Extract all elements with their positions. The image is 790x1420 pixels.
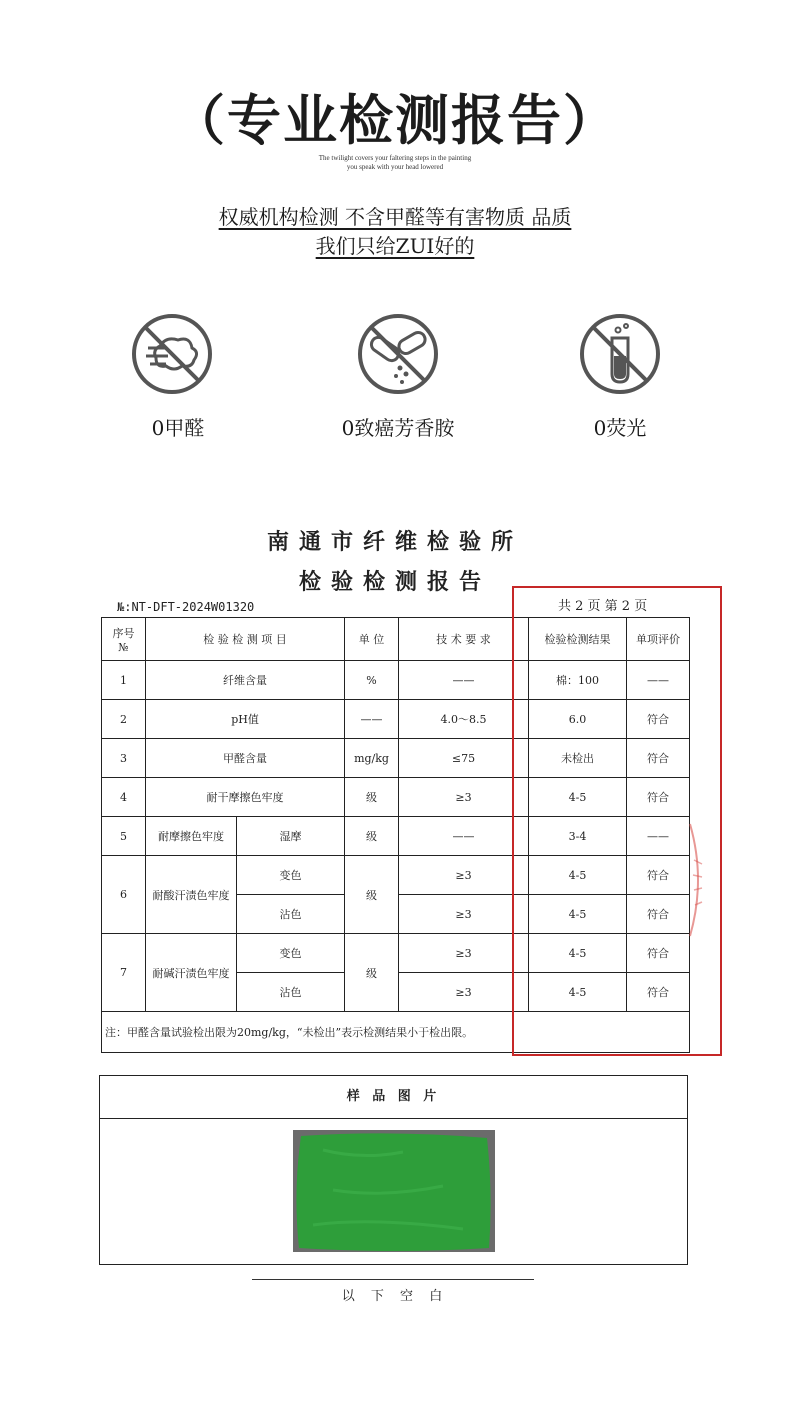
english-tagline-2: you speak with your head lowered	[346, 163, 444, 171]
row-evaluation: 符合	[627, 856, 690, 895]
feature-label-formaldehyde: 0甲醛	[151, 416, 205, 440]
row-requirement: ——	[399, 817, 529, 856]
row-unit: 级	[345, 817, 399, 856]
row-requirement: ≥3	[399, 895, 529, 934]
feature-label-amine: 0致癌芳香胺	[341, 416, 455, 440]
row-evaluation: 符合	[627, 739, 690, 778]
row-item: 耐干摩擦色牢度	[146, 778, 345, 817]
row-requirement: ≤75	[399, 739, 529, 778]
row-result: 4-5	[529, 856, 627, 895]
row-requirement: ——	[399, 661, 529, 700]
sample-fabric-image	[293, 1130, 495, 1252]
report-page-info: 共 2 页 第 2 页	[558, 599, 648, 614]
row-sub-item: 变色	[237, 934, 345, 973]
row-item: 耐碱汗渍色牢度	[146, 934, 237, 1012]
row-item: 耐酸汗渍色牢度	[146, 856, 237, 934]
subtitle-line-1: 权威机构检测 不含甲醛等有害物质 品质	[218, 205, 572, 229]
subtitle-line-2: 我们只给ZUI好的	[315, 234, 475, 258]
no-formaldehyde-icon	[130, 312, 214, 396]
row-unit: ——	[345, 700, 399, 739]
report-name: 检验检测报告	[298, 569, 491, 595]
row-no: 4	[102, 778, 146, 817]
row-result: 4-5	[529, 973, 627, 1012]
header-item: 检 验 检 测 项 目	[146, 618, 345, 661]
row-no: 6	[102, 856, 146, 934]
header-unit: 单 位	[345, 618, 399, 661]
row-unit: 级	[345, 778, 399, 817]
row-item: pH值	[146, 700, 345, 739]
end-blank-text: 以 下 空 白	[341, 1289, 449, 1304]
row-item: 甲醛含量	[146, 739, 345, 778]
row-evaluation: 符合	[627, 700, 690, 739]
english-tagline-1: The twilight covers your faltering steps in the painting	[318, 154, 472, 162]
row-no: 7	[102, 934, 146, 1012]
header-result: 检验检测结果	[529, 618, 627, 661]
row-result: 棉：100	[529, 661, 627, 700]
row-unit: 级	[345, 934, 399, 1012]
row-evaluation: 符合	[627, 973, 690, 1012]
row-item: 纤维含量	[146, 661, 345, 700]
report-number: №:NT-DFT-2024W01320	[117, 600, 255, 614]
header-evaluation: 单项评价	[627, 618, 690, 661]
row-result: 未检出	[529, 739, 627, 778]
row-unit: 级	[345, 856, 399, 934]
row-sub-item: 沾色	[237, 973, 345, 1012]
feature-label-fluorescent: 0荧光	[593, 416, 647, 440]
row-requirement: ≥3	[399, 778, 529, 817]
no-fluorescent-icon	[578, 312, 662, 396]
row-result: 3-4	[529, 817, 627, 856]
row-evaluation: ——	[627, 661, 690, 700]
row-evaluation: 符合	[627, 778, 690, 817]
row-requirement: 4.0～8.5	[399, 700, 529, 739]
row-no: 5	[102, 817, 146, 856]
row-no: 3	[102, 739, 146, 778]
no-carcinogenic-amine-icon	[356, 312, 440, 396]
sample-picture-title: 样 品 图 片	[99, 1075, 688, 1119]
row-requirement: ≥3	[399, 973, 529, 1012]
report-organization: 南通市纤维检验所	[266, 529, 523, 555]
row-result: 4-5	[529, 895, 627, 934]
row-no: 1	[102, 661, 146, 700]
row-sub-item: 变色	[237, 856, 345, 895]
row-result: 6.0	[529, 700, 627, 739]
row-unit: mg/kg	[345, 739, 399, 778]
row-result: 4-5	[529, 934, 627, 973]
page-title: （专业检测报告）	[171, 89, 619, 152]
row-no: 2	[102, 700, 146, 739]
row-requirement: ≥3	[399, 856, 529, 895]
row-sub-item: 沾色	[237, 895, 345, 934]
red-stamp-icon	[686, 820, 708, 940]
table-note: 注：甲醛含量试验检出限为20mg/kg，“未检出”表示检测结果小于检出限。	[102, 1012, 690, 1053]
row-evaluation: 符合	[627, 895, 690, 934]
row-evaluation: 符合	[627, 934, 690, 973]
row-requirement: ≥3	[399, 934, 529, 973]
row-unit: %	[345, 661, 399, 700]
end-divider	[252, 1279, 534, 1280]
row-item: 耐摩擦色牢度	[146, 817, 237, 856]
header-requirement: 技 术 要 求	[399, 618, 529, 661]
row-evaluation: ——	[627, 817, 690, 856]
row-result: 4-5	[529, 778, 627, 817]
header-seq: 序号 №	[102, 618, 146, 661]
row-sub-item: 湿摩	[237, 817, 345, 856]
